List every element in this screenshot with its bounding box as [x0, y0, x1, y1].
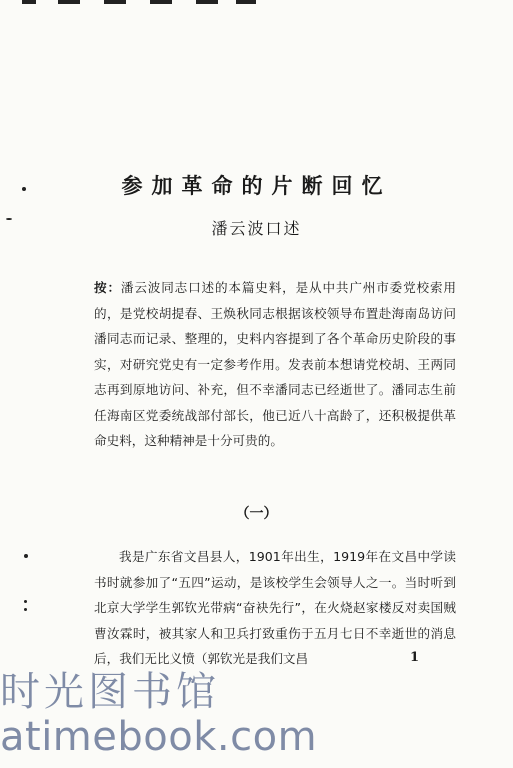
scan-speck — [24, 608, 27, 611]
watermark-en: atimebook.com — [0, 714, 318, 760]
watermark-cn: 时光图书馆 — [0, 669, 220, 715]
scan-speck — [24, 600, 27, 603]
author-line: 潘云波口述 — [211, 219, 302, 238]
editor-note-text: 潘云波同志口述的本篇史料，是从中共广州市委党校索用的，是党校胡提春、王焕秋同志根据该校领导布置赴海南岛访问潘同志而记录、整理的，史料内容提到了各个革命历史阶段的事实，对研究党史有一定参考作用。发表前本想请党校胡、王两同志再到原地访问、补充，但不幸潘同志已经逝世了。潘同志生前任海南区党委统战部付部长，他已近八十高龄了，还积极提供革命史料，这种精神是十分可贵的。 — [94, 280, 457, 448]
section-heading: （一） — [235, 506, 278, 522]
document-title: 参加革命的片断回忆 — [121, 173, 392, 198]
scan-speck — [22, 187, 26, 191]
page-number: 1 — [410, 650, 420, 665]
scan-artifact-top — [22, 0, 262, 8]
body-text — [94, 544, 456, 672]
scan-speck — [24, 554, 28, 558]
body-paragraph: 我是广东省文昌县人，1901年出生，1919年在文昌中学读书时就参加了“五四”运动，是该校学生会领导人之一。当时听到北京大学学生郭钦光带病“奋袂先行”，在火烧赵家楼反对卖国贼曹汝霖时，被其家人和卫兵打致重伤于五月七日不幸逝世的消息后，我们无比义愤（郭钦光是我们文昌 — [94, 549, 456, 666]
scan-speck — [6, 218, 12, 220]
editor-note-label: 按： — [94, 280, 121, 295]
editor-note — [94, 275, 456, 454]
